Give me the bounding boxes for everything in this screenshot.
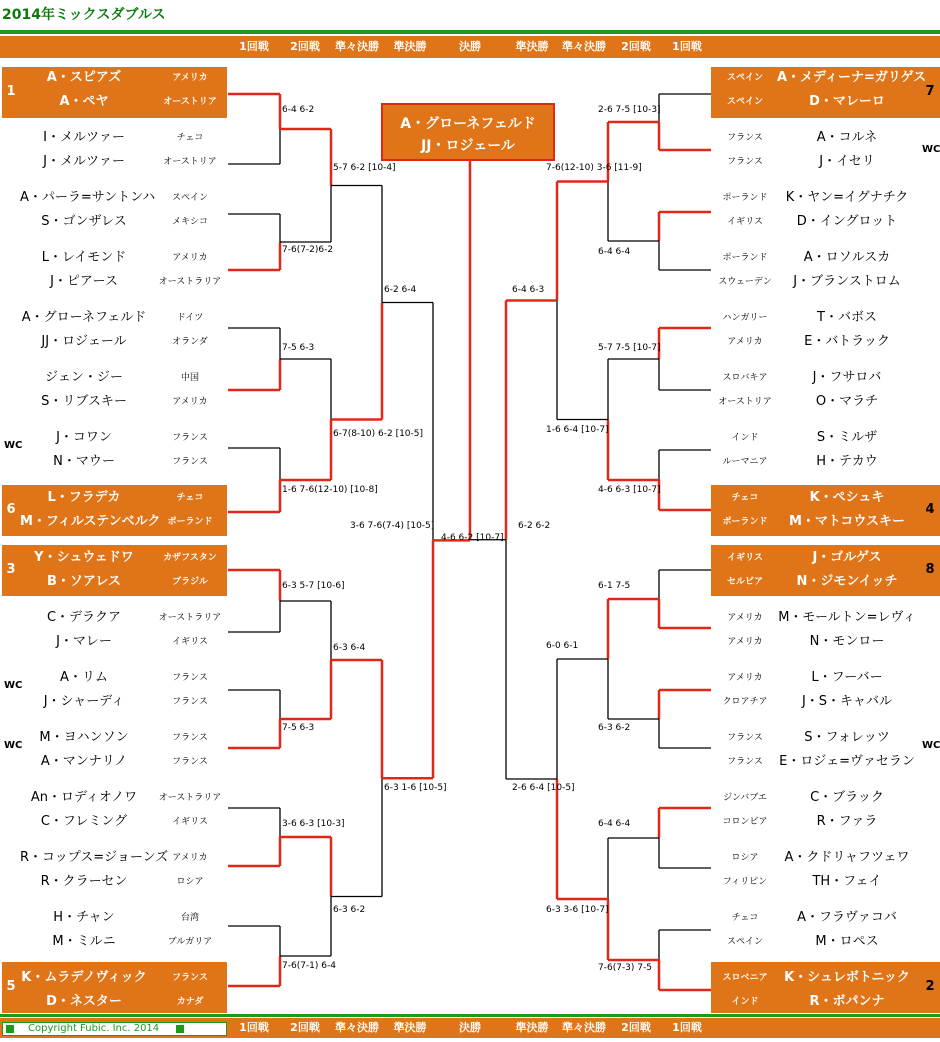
round-label: 決勝	[459, 1021, 481, 1034]
match-score: 6-2 6-2	[518, 521, 551, 531]
country: オーストラリア	[158, 613, 222, 623]
match-score: 6-7(8-10) 6-2 [10-5]	[333, 429, 424, 439]
country: オーストラリア	[158, 277, 222, 287]
match-score: 6-3 6-2	[333, 905, 366, 915]
country: スウェーデン	[718, 277, 772, 287]
country: カザフスタン	[163, 553, 217, 563]
player-name: M・フィルステンベルク	[20, 514, 161, 529]
champion-box	[381, 103, 555, 161]
player-name: K・ヤン=イグナチク	[785, 190, 909, 205]
match-score: 3-6 6-3 [10-3]	[282, 819, 345, 829]
player-name: J・ブランストロム	[793, 274, 901, 289]
wildcard-label: WC	[4, 680, 23, 691]
player-name: B・ソアレス	[47, 574, 121, 589]
player-name: A・スピアズ	[46, 70, 122, 85]
player-name: J・ゴルゲス	[812, 550, 882, 565]
country: ハンガリー	[722, 313, 768, 323]
green-square-icon	[6, 1025, 14, 1033]
seed-number: 8	[925, 562, 935, 577]
player-name: An・ロディオノワ	[30, 790, 138, 805]
seed-number: 5	[6, 979, 16, 994]
country: アメリカ	[172, 853, 208, 863]
page-title: 2014年ミックスダブルス	[2, 7, 166, 23]
country: 台湾	[180, 913, 199, 923]
country: ポーランド	[722, 253, 768, 263]
country: チェコ	[176, 133, 204, 143]
country: アメリカ	[727, 613, 763, 623]
country: アメリカ	[727, 337, 763, 347]
country: フランス	[727, 133, 763, 143]
country: フランス	[172, 457, 208, 467]
country: ポーランド	[167, 517, 213, 527]
country: オランダ	[172, 337, 208, 347]
country: フランス	[172, 757, 208, 767]
country: アメリカ	[172, 397, 208, 407]
match-score: 6-3 3-6 [10-7]	[546, 905, 609, 915]
country: 中国	[180, 373, 199, 383]
match-score: 3-6 7-6(7-4) [10-5]	[350, 521, 435, 531]
player-name: A・ペヤ	[59, 94, 109, 109]
match-score: 1-6 6-4 [10-7]	[546, 425, 609, 435]
player-name: J・シャーディ	[43, 694, 125, 709]
country: インド	[731, 997, 759, 1007]
match-score: 6-2 6-4	[384, 285, 417, 295]
match-score: 6-4 6-4	[598, 247, 631, 257]
seed-number: 4	[925, 502, 935, 517]
round-label: 準決勝	[393, 1021, 427, 1034]
player-name: M・マトコウスキー	[788, 514, 906, 529]
country: アメリカ	[727, 673, 763, 683]
player-name: ジェン・ジー	[45, 370, 123, 385]
match-score: 7-5 6-3	[282, 343, 315, 353]
champion-line1: A・グローネフェルド	[400, 116, 536, 132]
match-score: 6-4 6-3	[512, 285, 545, 295]
player-name: L・レイモンド	[41, 250, 127, 265]
country: フランス	[172, 973, 208, 983]
player-name: A・マンナリノ	[40, 754, 128, 769]
player-name: R・ファラ	[816, 814, 878, 829]
match-score: 7-6(12-10) 3-6 [11-9]	[546, 163, 642, 173]
player-name: L・フーバー	[811, 670, 883, 685]
country: カナダ	[176, 997, 204, 1007]
player-name: A・リム	[60, 670, 108, 685]
country: フランス	[727, 157, 763, 167]
player-name: R・コップス=ジョーンズ	[20, 850, 169, 865]
round-label: 準決勝	[515, 1021, 549, 1034]
country: オーストリア	[163, 157, 217, 167]
round-label: 準々決勝	[335, 1021, 379, 1034]
player-name: A・クドリャフツェワ	[784, 850, 910, 865]
match-score: 6-3 6-4	[333, 643, 366, 653]
country: フィリピン	[722, 877, 768, 887]
player-name: N・マウー	[53, 454, 115, 469]
match-score: 6-0 6-1	[546, 641, 579, 651]
player-name: M・ヨハンソン	[39, 730, 129, 745]
country: スペイン	[171, 193, 208, 203]
player-name: K・シュレボトニック	[784, 970, 910, 985]
match-score: 1-6 7-6(12-10) [10-8]	[282, 485, 378, 495]
player-name: N・ジモンイッチ	[796, 574, 898, 589]
player-name: L・フラデカ	[47, 490, 121, 505]
player-name: J・コワン	[56, 430, 112, 445]
player-name: I・メルツァー	[43, 130, 125, 145]
round-label: 準決勝	[393, 40, 427, 53]
country: スペイン	[726, 937, 763, 947]
player-name: J・S・キャバル	[801, 694, 893, 709]
player-name: R・ボパンナ	[809, 994, 885, 1009]
player-name: S・リブスキー	[41, 394, 127, 409]
player-name: S・フォレッツ	[804, 730, 890, 745]
country: フランス	[727, 757, 763, 767]
champion-line2: JJ・ロジェール	[421, 138, 515, 154]
player-name: J・マレー	[56, 634, 112, 649]
country: アメリカ	[172, 253, 208, 263]
copyright: Copyright Fubic. Inc. 2014	[28, 1023, 160, 1034]
player-name: M・モールトン=レヴィ	[778, 610, 916, 625]
player-name: Y・シュウェドワ	[34, 550, 134, 565]
player-name: A・パーラ=サントンハ	[20, 190, 156, 205]
wildcard-label: WC	[922, 740, 940, 751]
match-score: 6-3 5-7 [10-6]	[282, 581, 345, 591]
player-name: A・ロソルスカ	[803, 250, 891, 265]
player-name: R・クラーセン	[40, 874, 128, 889]
player-name: J・イセリ	[819, 154, 875, 169]
country: フランス	[172, 697, 208, 707]
player-name: T・バボス	[817, 310, 877, 325]
player-name: M・ミルニ	[52, 934, 116, 949]
player-name: A・メディーナ=ガリゲス	[777, 70, 927, 85]
round-label: 準々決勝	[562, 40, 606, 53]
country: オーストリア	[163, 97, 217, 107]
match-score: 6-3 6-2	[598, 723, 631, 733]
player-name: JJ・ロジェール	[41, 334, 127, 349]
match-score: 4-6 6-3 [10-7]	[598, 485, 661, 495]
round-label: 2回戦	[290, 40, 320, 53]
country: イギリス	[727, 217, 763, 227]
match-score: 2-6 6-4 [10-5]	[512, 783, 575, 793]
country: フランス	[172, 733, 208, 743]
country: ルーマニア	[722, 457, 768, 467]
country: コロンビア	[722, 817, 768, 827]
country: ドイツ	[176, 313, 204, 323]
round-label: 準々決勝	[562, 1021, 606, 1034]
country: イギリス	[172, 637, 208, 647]
country: イギリス	[172, 817, 208, 827]
country: ロシア	[176, 877, 204, 887]
wildcard-label: WC	[4, 440, 23, 451]
round-label: 2回戦	[621, 1021, 651, 1034]
player-name: S・ミルザ	[816, 430, 878, 445]
match-score: 6-4 6-4	[598, 819, 631, 829]
seed-number: 6	[6, 502, 16, 517]
round-label: 準決勝	[515, 40, 549, 53]
wildcard-label: WC	[4, 740, 23, 751]
player-name: J・ピアース	[50, 274, 118, 289]
round-label: 1回戦	[239, 1021, 269, 1034]
match-score: 4-6 6-2 [10-7]	[441, 533, 504, 543]
wildcard-label: WC	[922, 144, 940, 155]
seed-number: 3	[6, 562, 16, 577]
country: スペイン	[726, 97, 763, 107]
match-score: 7-5 6-3	[282, 723, 315, 733]
country: ポーランド	[722, 517, 768, 527]
player-name: D・イングロット	[796, 214, 898, 229]
player-name: C・デラクア	[46, 610, 122, 625]
match-score: 6-4 6-2	[282, 105, 315, 115]
match-score: 6-1 7-5	[598, 581, 631, 591]
country: アメリカ	[172, 73, 208, 83]
round-label: 決勝	[459, 40, 481, 53]
country: ジンバブエ	[723, 793, 767, 803]
player-name: E・バトラック	[804, 334, 890, 349]
player-name: A・グローネフェルド	[21, 310, 147, 325]
country: チェコ	[176, 493, 204, 503]
player-name: H・チャン	[53, 910, 115, 925]
match-score: 6-3 1-6 [10-5]	[384, 783, 447, 793]
player-name: A・フラヴァコバ	[797, 910, 897, 925]
country: ポーランド	[722, 193, 768, 203]
country: メキシコ	[172, 217, 208, 227]
match-score: 7-6(7-3) 7-5	[598, 963, 652, 973]
seed-number: 7	[925, 84, 935, 99]
player-name: K・ムラデノヴィック	[21, 970, 147, 985]
country: ブラジル	[172, 577, 208, 587]
match-score: 5-7 7-5 [10-7]	[598, 343, 661, 353]
country: インド	[731, 433, 759, 443]
round-label: 1回戦	[672, 1021, 702, 1034]
country: スロベニア	[722, 973, 768, 983]
player-name: TH・フェイ	[812, 874, 882, 889]
player-name: C・フレミング	[40, 814, 128, 829]
player-name: J・フサロバ	[812, 370, 882, 385]
country: アメリカ	[727, 637, 763, 647]
round-label: 準々決勝	[335, 40, 379, 53]
country: スペイン	[726, 73, 763, 83]
seed-number: 1	[6, 84, 16, 99]
player-name: K・ペシュキ	[809, 490, 885, 505]
country: チェコ	[731, 913, 759, 923]
match-score: 5-7 6-2 [10-4]	[333, 163, 396, 173]
country: オーストラリア	[158, 793, 222, 803]
country: クロアチア	[722, 697, 768, 707]
player-name: M・ロペス	[815, 934, 879, 949]
player-name: H・テカウ	[816, 454, 878, 469]
player-name: O・マラチ	[815, 394, 879, 409]
match-score: 7-6(7-1) 6-4	[282, 961, 336, 971]
country: ロシア	[731, 853, 759, 863]
player-name: J・メルツァー	[43, 154, 125, 169]
player-name: D・マレーロ	[809, 94, 885, 109]
green-square-icon	[176, 1025, 184, 1033]
country: セルビア	[726, 577, 763, 587]
player-name: A・コルネ	[816, 130, 878, 145]
country: スロバキア	[722, 373, 768, 383]
round-label: 1回戦	[672, 40, 702, 53]
country: フランス	[172, 673, 208, 683]
country: ブルガリア	[167, 937, 213, 947]
bottom-green-line	[0, 1014, 940, 1017]
country: フランス	[727, 733, 763, 743]
player-name: N・モンロー	[809, 634, 885, 649]
round-label: 2回戦	[290, 1021, 320, 1034]
match-score: 7-6(7-2)6-2	[282, 245, 334, 255]
match-score: 2-6 7-5 [10-3]	[598, 105, 661, 115]
player-name: D・ネスター	[46, 994, 122, 1009]
round-label: 2回戦	[621, 40, 651, 53]
country: イギリス	[727, 553, 763, 563]
round-label: 1回戦	[239, 40, 269, 53]
seed-number: 2	[925, 979, 935, 994]
player-name: S・ゴンザレス	[41, 214, 127, 229]
player-name: C・ブラック	[810, 790, 884, 805]
player-name: E・ロジェ=ヴァセラン	[779, 754, 915, 769]
country: チェコ	[731, 493, 759, 503]
country: オーストリア	[718, 397, 772, 407]
country: フランス	[172, 433, 208, 443]
